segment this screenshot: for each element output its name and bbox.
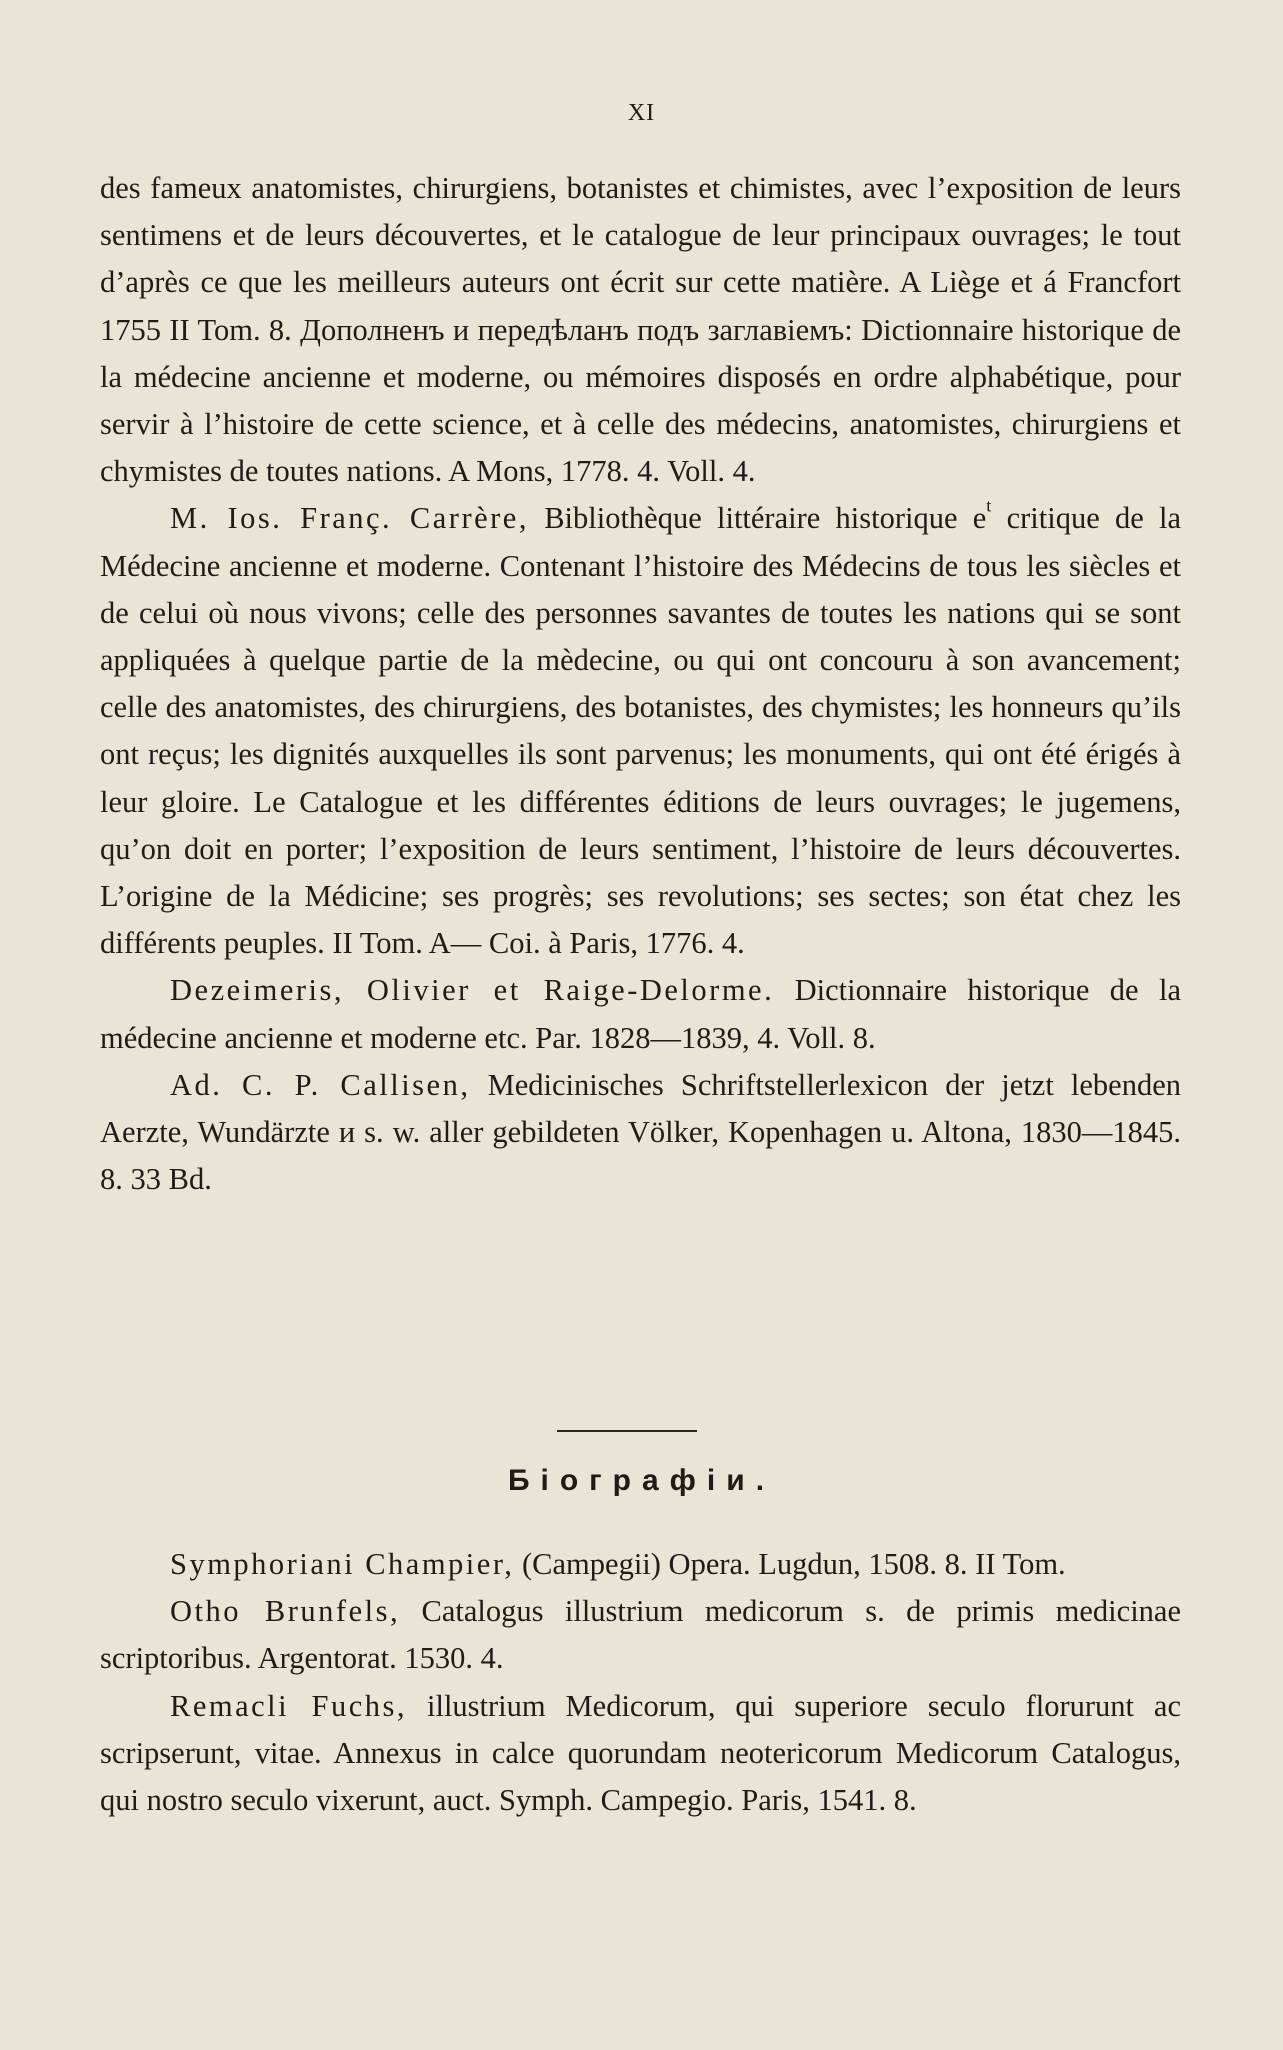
entry-fuchs — [100, 1683, 1181, 1825]
entry-text: Catalogus illustrium medicorum s. de primis medicinae scriptoribus. Argentorat. 1530. 4. — [100, 1594, 1181, 1676]
author-name: Otho Brunfels, — [170, 1594, 401, 1629]
superscript-letter: t — [986, 495, 992, 516]
entry-text: Medicinisches Schriftstellerlexicon der jetzt lebenden Aerzte, Wundärzte и s. w. aller gebildeten Völker, Kopenhagen u. Altona, 1830—1845. 8. 33 Bd. — [100, 1067, 1181, 1197]
entry-dezeimeris — [100, 967, 1181, 1061]
entry-text: (Campegii) Opera. Lugdun, 1508. 8. II Tom. — [514, 1547, 1066, 1581]
author-name: Dezeimeris, Olivier et Raige-Delorme. — [170, 973, 775, 1008]
entry-text: Bibliothèque littéraire historique e — [528, 501, 987, 536]
entry-brunfels — [100, 1588, 1181, 1682]
entry-callisen — [100, 1062, 1181, 1204]
entry-text: Dictionnaire historique de la médecine ancienne et moderne etc. Par. 1828—1839, 4. Voll. 8. — [100, 973, 1181, 1055]
entry-carrere — [100, 495, 1181, 967]
bibliography-block-biographies — [100, 1541, 1181, 1824]
author-name: M. Ios. Franç. Carrère, — [170, 501, 529, 536]
author-name: Remacli Fuchs, — [170, 1688, 408, 1723]
entry-text: illustrium Medicorum, qui superiore seculo florurunt ac scripserunt, vitae. Annexus in calce quorundam neotericorum Medicorum Catalogus, qui nostro seculo vixerunt, auct. Symph. Campegio. Paris, 1541. 8. — [100, 1688, 1181, 1818]
entry-continuation: des fameux anatomistes, chirurgiens, botanistes et chimistes, avec l’exposition de leurs sentimens et de leurs découvertes, et le catalogue de leur principaux ouvrages; le tout d’après ce que les meilleurs auteurs ont écrit sur cette matière. A Liège et á Francfort 1755 II Tom. 8. Дополненъ и передѣланъ подъ заглавіемъ: Dictionnaire historique de la médecine ancienne et moderne, ou mémoires disposés en ordre alphabétique, pour servir à l’histoire de cette science, et à celle des médecins, anatomistes, chirurgiens et chymistes de toutes nations. A Mons, 1778. 4. Voll. 4. — [100, 171, 1181, 489]
section-divider — [557, 1430, 697, 1432]
bibliography-block-top — [100, 165, 1181, 1203]
author-name: Ad. C. P. Callisen, — [170, 1067, 471, 1102]
entry-text: critique de la Médecine ancienne et moderne. Contenant l’histoire des Médecins de tous les siècles et de celui où nous vivons; celle des personnes savantes de toutes les nations qui se sont appliquées à quelque partie de la mèdecine, ou qui ont concouru à son avancement; celle des anatomistes, des chirurgiens, des botanistes, des chymistes; les honneurs qu’ils ont reçus; les dignités auxquelles ils sont parvenus; les monuments, qui ont été érigés à leur gloire. Le Catalogue et les différentes éditions de leurs ouvrages; le jugemens, qu’on doit en porter; l’exposition de leurs sentiment, l’histoire de leurs découvertes. L’origine de la Médicine; ses progrès; ses revolutions; ses sectes; son état chez les différents peuples. II Tom. A— Coi. à Paris, 1776. 4. — [100, 501, 1182, 961]
author-name: Symphoriani Champier, — [170, 1547, 515, 1581]
section-heading: Біографіи. — [507, 1464, 776, 1497]
entry-champier — [100, 1541, 1181, 1588]
page-number: XI — [627, 100, 656, 126]
